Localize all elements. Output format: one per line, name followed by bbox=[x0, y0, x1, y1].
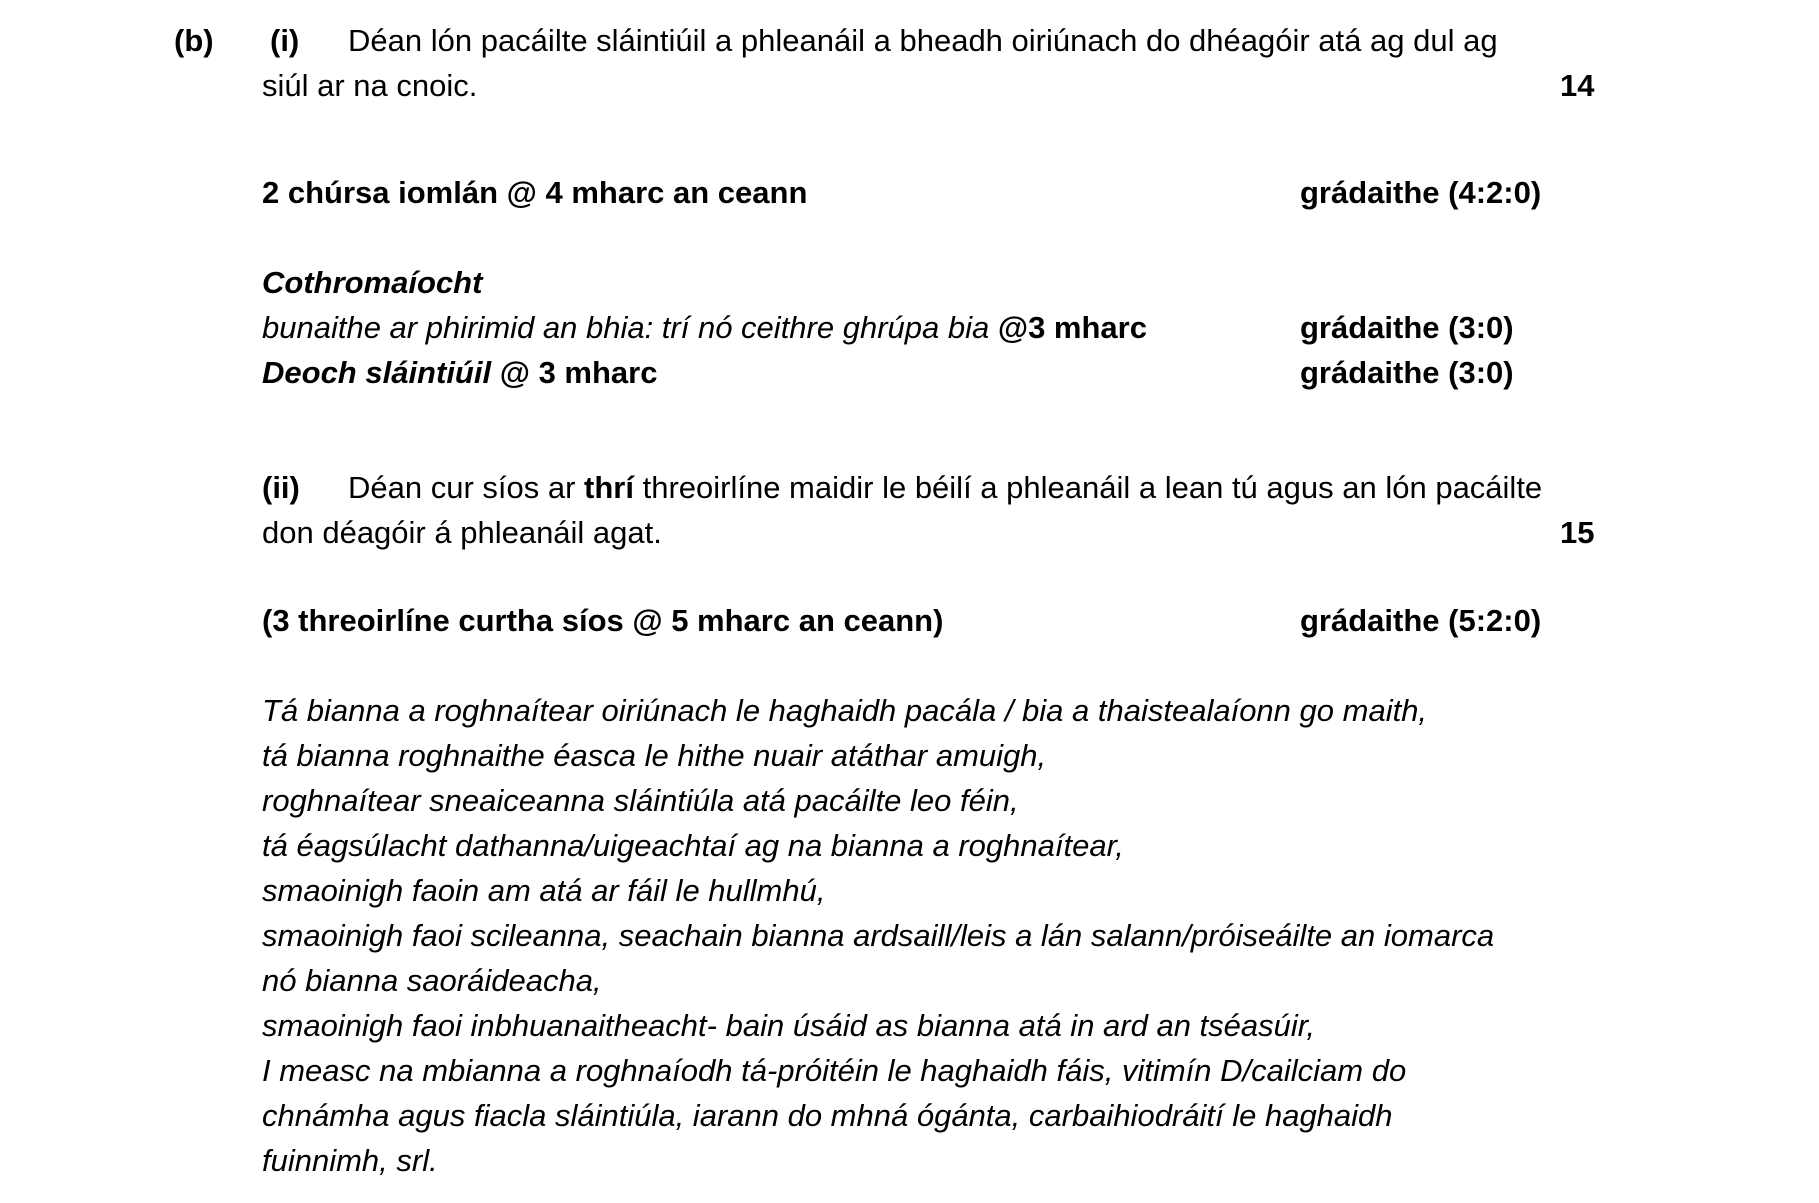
drink-line bbox=[262, 350, 657, 395]
question-ii-text-pre: Déan cur síos ar bbox=[348, 470, 585, 505]
part-label: (b) bbox=[174, 23, 214, 58]
balance-line-marks: @3 mharc bbox=[997, 310, 1147, 345]
scheme-guidelines: (3 threoirlíne curtha síos @ 5 mharc an ceann) bbox=[262, 603, 944, 638]
question-i-text-line2: siúl ar na cnoic. bbox=[262, 68, 478, 103]
balance-heading: Cothromaíocht bbox=[262, 265, 483, 300]
answer-line: nó bianna saoráideacha, bbox=[262, 963, 602, 998]
question-i-label: (i) bbox=[270, 23, 300, 58]
question-i-marks: 14 bbox=[1560, 68, 1595, 103]
answer-line: smaoinigh faoi inbhuanaitheacht- bain úsáid as bianna atá in ard an tséasúir, bbox=[262, 1008, 1316, 1043]
question-ii-marks: 15 bbox=[1560, 515, 1595, 550]
question-ii-label: (ii) bbox=[262, 470, 300, 505]
question-ii-text-post: threoirlíne maidir le béilí a phleanáil a lean tú agus an lón pacáilte bbox=[633, 470, 1543, 505]
scheme-courses: 2 chúrsa iomlán @ 4 mharc an ceann bbox=[262, 175, 808, 210]
question-ii-text-line2: don déagóir á phleanáil agat. bbox=[262, 515, 662, 550]
balance-grading: grádaithe (3:0) bbox=[1300, 310, 1514, 345]
answer-line: I measc na mbianna a roghnaíodh tá-próitéin le haghaidh fáis, vitimín D/cailciam do bbox=[262, 1053, 1407, 1088]
answer-line: Tá bianna a roghnaítear oiriúnach le haghaidh pacála / bia a thaistealaíonn go maith, bbox=[262, 693, 1428, 728]
answer-line: tá bianna roghnaithe éasca le hithe nuair atáthar amuigh, bbox=[262, 738, 1047, 773]
balance-line-text: bunaithe ar phirimid an bhia: trí nó ceithre ghrúpa bia bbox=[262, 310, 998, 345]
answer-line: tá éagsúlacht dathanna/uigeachtaí ag na bianna a roghnaítear, bbox=[262, 828, 1124, 863]
answer-line: smaoinigh faoi scileanna, seachain bianna ardsaill/leis a lán salann/próiseáilte an iomarca bbox=[262, 918, 1495, 953]
answer-line: roghnaítear sneaiceanna sláintiúla atá pacáilte leo féin, bbox=[262, 783, 1019, 818]
question-ii-text-line1 bbox=[348, 465, 1542, 510]
drink-line-text: Deoch sláintiúil bbox=[262, 355, 492, 390]
question-i-text-line1: Déan lón pacáilte sláintiúil a phleanáil a bheadh oiriúnach do dhéagóir atá ag dul ag bbox=[348, 23, 1498, 58]
question-ii-text-bold: thrí bbox=[584, 470, 634, 505]
answer-line: smaoinigh faoin am atá ar fáil le hullmhú, bbox=[262, 873, 826, 908]
drink-grading: grádaithe (3:0) bbox=[1300, 355, 1514, 390]
answer-line: fuinnimh, srl. bbox=[262, 1143, 438, 1178]
drink-line-marks: @ 3 mharc bbox=[491, 355, 658, 390]
scheme-courses-grading: grádaithe (4:2:0) bbox=[1300, 175, 1542, 210]
scheme-guidelines-grading: grádaithe (5:2:0) bbox=[1300, 603, 1542, 638]
balance-line bbox=[262, 305, 1147, 350]
answer-line: chnámha agus fiacla sláintiúla, iarann do mhná ógánta, carbaihiodráití le haghaidh bbox=[262, 1098, 1393, 1133]
